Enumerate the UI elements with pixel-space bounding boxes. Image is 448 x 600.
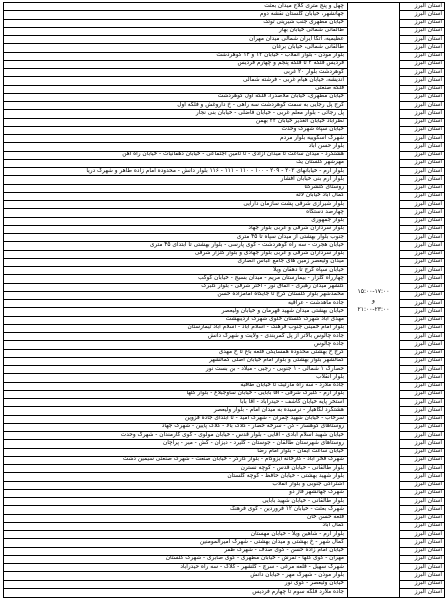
area-cell: فردیس فلکه ۲ تا فلکه پنجم و چهارم فردیس [4,61,347,69]
province-cell: استان البرز [399,473,444,481]
province-cell: استان البرز [399,218,444,226]
province-cell: استان البرز [399,36,444,44]
province-cell: استان البرز [399,176,444,184]
province-cell: استان البرز [399,201,444,209]
area-cell: چهل و پنج متری کلاج میدان بعثت [4,3,347,11]
area-cell: مهرشهر گلستان یک [4,160,347,168]
area-cell: بلوار انقلاب [4,374,347,382]
province-cell: استان البرز [399,564,444,572]
province-cell: استان البرز [399,44,444,52]
area-cell: بلوار سرداران شرقی و غربی بلوار جهادی و بلوار گلزار شرقی [4,251,347,259]
area-cell: کمال آباد خیابان لاله [4,193,347,201]
area-cell: بلوار سرداران شرقی و غربی بلوار جهاد [4,226,347,234]
province-cell: استان البرز [399,152,444,160]
province-cell: استان البرز [399,267,444,275]
province-cell: استان البرز [399,440,444,448]
province-cell: استان البرز [399,3,444,11]
province-cell: استان البرز [399,160,444,168]
area-cell: اشتراکی جنوبی و بلوار انقلاب [4,482,347,490]
province-cell: استان البرز [399,449,444,457]
area-cell: بلوار موذن - شهرک مهر - خیابان دانش [4,572,347,580]
province-cell: استان البرز [399,391,444,399]
area-cell: پل رجائی - بلوار معلم غربی - خیابان فاضلی - خیابان بنی نجار [4,110,347,118]
area-cell: خیابان بهشتی میدان شهید قهرمان و خیابان ولیعصر [4,308,347,316]
province-cell: استان البرز [399,292,444,300]
province-cell: استان البرز [399,498,444,506]
area-cell: سرحاب - خیابان شهید چمران - شهرک امید - تا ابتدای جاده قزوین [4,416,347,424]
province-cell: استان البرز [399,416,444,424]
province-cell: استان البرز [399,77,444,85]
province-cell: استان البرز [399,226,444,234]
area-cell: گلشهر میدان رهبری - اتفاق نور - اختر شرقی - بلوار گلبرگ [4,284,347,292]
province-cell: استان البرز [399,127,444,135]
area-cell: جاده چالوس بالاتر از پل کمربندی - ولایت و شهرک دانش [4,333,347,341]
area-cell: بلوار ارم - شاهین ویلا - خیابان مهستان [4,531,347,539]
area-cell: روستای کلشرکتا [4,185,347,193]
province-cell: استان البرز [399,193,444,201]
province-cell: استان البرز [399,482,444,490]
area-cell: خیابان سپاه کرج تا دهقان ویلا [4,267,347,275]
area-cell: استخر پایه خیابان کاشف - حیدرآباد - آقا بابا [4,399,347,407]
time-slot-second: ۲۱:۰۰-۲۳:۰۰ [357,305,390,313]
province-cell: استان البرز [399,143,444,151]
area-cell: بلوار شهید بهشتی - خیابان حافظ - کوچه گلستان [4,473,347,481]
area-cell: کمال شهر - خ بهشتی و میدان بهشتی - شهرک امیرالمومنین [4,539,347,547]
time-slot-first: ۱۵:۰۰-۱۷:۰۰ [357,287,390,295]
area-cell: خیابان ولیعصر - کوی نور [4,581,347,589]
province-cell: استان البرز [399,358,444,366]
province-cell: استان البرز [399,284,444,292]
schedule-table [3,2,445,598]
area-cell: بلوار ارم - گلبرگ شرقی - آقا بابایی - خیابان ساوجبلاغ - بلوار گلها [4,391,347,399]
province-cell: استان البرز [399,94,444,102]
area-cell: چهارراه گلزار - بیمارستان مریم - میدان بسیج - خیابان کوکب [4,275,347,283]
province-cell: استان البرز [399,457,444,465]
province-cell: استان البرز [399,135,444,143]
area-cell: کمال آباد [4,523,347,531]
province-cell: استان البرز [399,86,444,94]
province-cell: استان البرز [399,374,444,382]
area-cell: بلوار طالقانی - خیابان شهید بابایی [4,498,347,506]
area-cell: بلوار طالقانی - خیابان قدس - کوچه نسترن [4,465,347,473]
province-cell: استان البرز [399,110,444,118]
province-cell: استان البرز [399,69,444,77]
province-cell: استان البرز [399,251,444,259]
area-cell: خیابان شهید اسلام آبادی - آقایی - بلوار قدس - خیابان مولوی - کوی کارمندان - شهرک وحدت [4,432,347,440]
province-cell: استان البرز [399,341,444,349]
area-cell: جاده ملارد - سه راه مارلیک تا خیابان طاقیه [4,383,347,391]
area-cell: مهدی آباد شهرک گلستان خلوی شهرک اردیبهشت [4,317,347,325]
area-cell: میدان ولیعصر زمین های جامع عباس انصاری [4,259,347,267]
area-cell: مهران - کوی گلها - تفرش - خیابان مطهری - کوی صابری - شهرک گلستان [4,556,347,564]
province-cell: استان البرز [399,548,444,556]
province-cell: استان البرز [399,589,444,597]
province-cell: استان البرز [399,407,444,415]
area-cell: کرج پل رجایی به سمت گوهردشت سه راهی - خ داروغش و فلکه اول [4,102,347,110]
province-cell: استان البرز [399,61,444,69]
area-cell: قلعه حسن خان [4,515,347,523]
area-cell: شهرک جهانشهر فاز دو [4,490,347,498]
province-cell: استان البرز [399,234,444,242]
area-cell: کمالشهر بلوار بهشتی و بلوار امام خیابان اصلی کمالشهر [4,358,347,366]
province-cell: استان البرز [399,432,444,440]
area-cell: خیابان ساعت ایمان - بلوار امام رضا [4,449,347,457]
province-cell: استان البرز [399,366,444,374]
area-cell: شهرک سهیل - قلعه مرغی - سرچ - گلشهر - کلاک - سه راه حیدرآباد [4,564,347,572]
area-cell: شهرک فخر آباد - کارخانه ایزوگام - بلوار کارگر - خیابان صنعت - شهرک صنعتی سیمین دشت [4,457,347,465]
area-cell: هشتگرد - میدان ساعت تا میدان آزادی - تا تامین اجتماعی - خیابان دهقانیات - خیابان راه آهن [4,152,347,160]
province-cell: استان البرز [399,275,444,283]
area-cell: بلوار جمهوری [4,218,347,226]
province-cell: استان البرز [399,20,444,28]
area-cell: طالقانی شمالی خیابان بهار [4,28,347,36]
area-cell: گوهردشت بلوار ۲۰ غربی [4,69,347,77]
province-cell: استان البرز [399,465,444,473]
province-cell: استان البرز [399,506,444,514]
area-cell: خیابان مطهری جنب شیرینی توتک [4,20,347,28]
province-cell: استان البرز [399,383,444,391]
area-cell: بلوار ارم - خیابانهای ۲۰۲ - ۲۰۹ - ۱۰۰ - ۱۱۰ - ۱۱۱ - ۱۱۶ بلوار دانش - محدوده امام زاده طاهر و شهرک دریا [4,168,347,176]
province-cell: استان البرز [399,102,444,110]
area-cell: چهارصد دستگاه [4,209,347,217]
area-cell: بلوار امام خمینی جنوب فرهنگ - اسلام آباد - اسلام آباد تیمارستان [4,325,347,333]
province-cell: استان البرز [399,259,444,267]
province-cell: استان البرز [399,515,444,523]
area-cell: بلوار موذن - بلوار انقلاب - خیابان ۱۲ و ۱۴ گوهردشت [4,53,347,61]
province-cell: استان البرز [399,523,444,531]
area-cell: شهرک بعثت - خیابان ۱۲ فروردین - کوی فرهنگ [4,506,347,514]
province-cell: استان البرز [399,424,444,432]
area-cell: خیابان مطهری، خیابان ملاصدرا، فلکه اول گوهردشت [4,94,347,102]
province-cell: استان البرز [399,333,444,341]
area-cell: فلکه صنعتی [4,86,347,94]
area-cell: عظیمیه، اتکا ایران شمالی میدان مهران [4,36,347,44]
province-cell: استان البرز [399,556,444,564]
area-cell: خیابان امام زاده حسن - کوی صدف - شهرک ظفر [4,548,347,556]
province-cell: استان البرز [399,308,444,316]
area-cell: بلوار شیرازی شرقی پشت سازمان دارایی [4,201,347,209]
province-cell: استان البرز [399,209,444,217]
province-cell: استان البرز [399,300,444,308]
province-cell: استان البرز [399,317,444,325]
area-cell: محمدشهر بلوار گلستان کرج تا جایگاه امامزاده حسن [4,292,347,300]
province-cell: استان البرز [399,399,444,407]
area-cell: بلوار حسن آباد [4,143,347,151]
province-cell: استان البرز [399,572,444,580]
province-cell: استان البرز [399,11,444,19]
province-cell: استان البرز [399,242,444,250]
area-cell: جاده ملارد فلکه سوم تا چهارم فردیس [252,588,344,595]
area-cell: روستاهای شهرستان طالقان - جوستان - گلیرد - دیزان - کش - میر - پراچان [4,440,347,448]
time-slot-cell [347,3,399,597]
province-cell: استان البرز [399,119,444,127]
area-cell: جاده چالوس [4,341,347,349]
area-cell: شهرک اسکوییه بلوار مردم [4,135,347,143]
province-cell: استان البرز [399,53,444,61]
area-cell: روستاهای کوهسار - کن - سرخه حصار - کلاک بالا - کلاک پایین - شهرک جهاد [4,424,347,432]
area-cell: خیابان سپاه شهرک وحدت [4,127,347,135]
province-cell: استان البرز [399,539,444,547]
area-cell: هشتگرد لگاهیار - نرسیده به میدان امام - بلوار ولیعصر [4,407,347,415]
area-cell: طالقانی شمالی، خیابان برغان [4,44,347,52]
province-cell: استان البرز [399,531,444,539]
area-cell: خیابان هجرت - سه راه گوهردشت - کوی پارسی - بلوار بهشتی تا ابتدای ۴۵ متری [4,242,347,250]
province-cell: استان البرز [399,490,444,498]
area-cell: جاده ماهدشت - عراقیه [4,300,347,308]
province-cell: استان البرز [399,581,444,589]
province-cell: استان البرز [399,350,444,358]
area-cell: کرج خ بهشتی محدوده همسایگی قلعه باغ تا خ مهدی [4,350,347,358]
area-cell: اندیشه، خیابان هیام غربی - فرشته شمالی [4,77,347,85]
province-cell: استان البرز [399,325,444,333]
province-cell: استان البرز [399,168,444,176]
area-cell: بلوار ارم بنی خیابان افشار [4,176,347,184]
province-cell: استان البرز [399,28,444,36]
time-slot-joiner: و [372,296,375,304]
area-cell: جهانشهر، خیابان گلستان نقشه دوم [4,11,347,19]
area-cell: حصارک ۱ شمالی - ۱ جنوبی - رجبی - میلاد - بن بست نور [4,366,347,374]
area-cell: نظرآباد خیابان الغدیر خیابان ۲۲ بهمن [4,119,347,127]
province-cell: استان البرز [399,185,444,193]
area-cell: جنوب بلوار بهشتی از میدان سپاه تا ۴۵ متری [4,234,347,242]
